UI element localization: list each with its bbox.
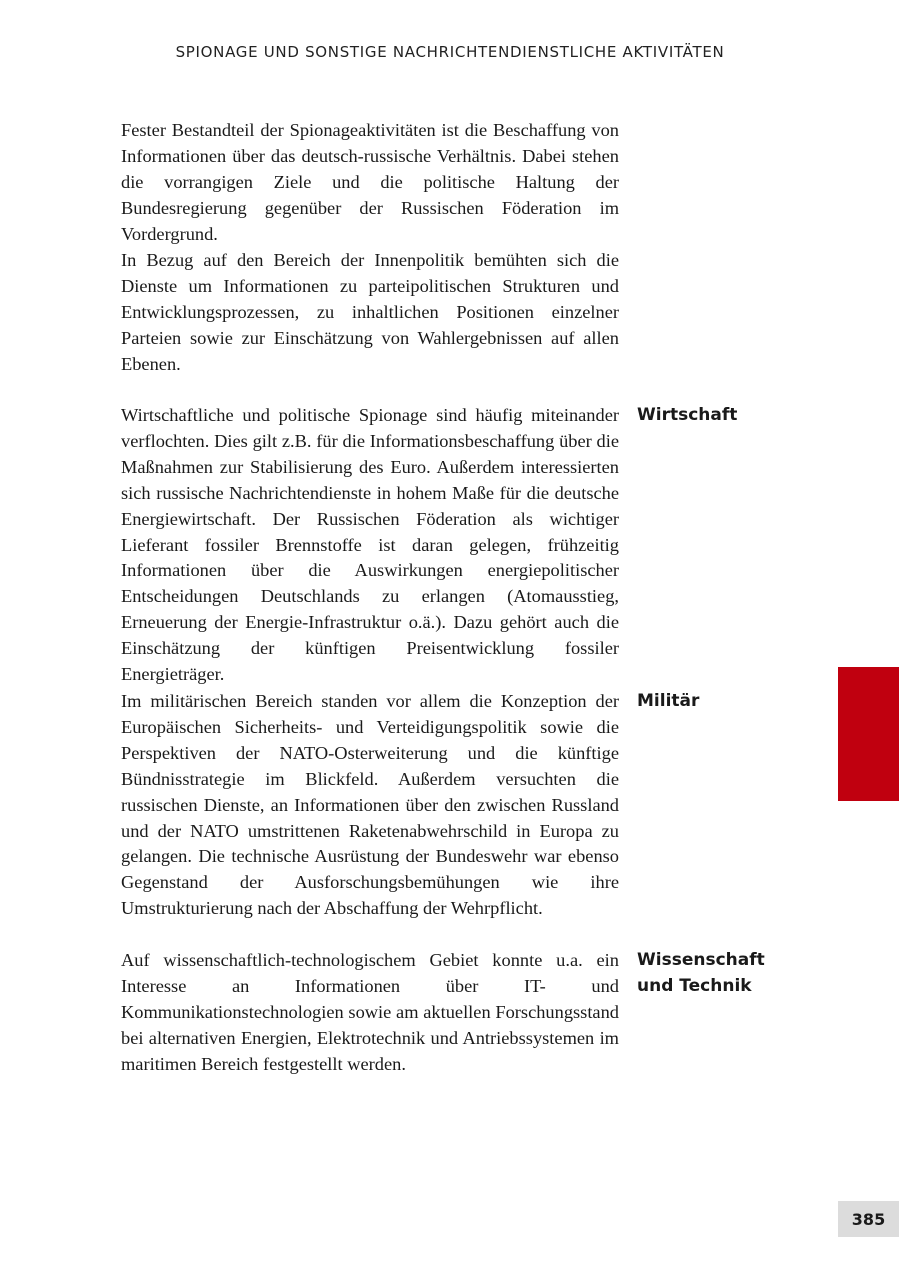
paragraph-military: Im militärischen Bereich standen vor allem die Konzeption der Europäischen Sicherheits- und Verteidigungspolitik sowie die Perspektiven der NATO-Osterweiterung und die künftige Bündnisstrategie im Blickfeld. Außerdem versuchten die russischen Dienste, an Informationen über den zwischen Russland und der NATO umstrittenen Raketenabwehrschild in Europa zu gelangen. Die technische Ausrüstung der Bundeswehr war ebenso Gegenstand der Ausforschungsbemühungen wie ihre Umstrukturierung nach der Abschaffung der Wehrpflicht. <box>121 691 619 919</box>
paragraph-science: Auf wissenschaftlich-technologischem Gebiet konnte u.a. ein Interesse an Informationen über IT- und Kommunikationstechnologien sowie am aktuellen Forschungsstand bei alternativen Energien, Elektrotechnik und Antriebssystemen im maritimen Bereich festgestellt werden. <box>121 950 619 1074</box>
running-header: SPIONAGE UND SONSTIGE NACHRICHTENDIENSTLICHE AKTIVITÄTEN <box>175 43 725 61</box>
page-number: 385 <box>838 1201 899 1237</box>
paragraph-economy: Wirtschaftliche und politische Spionage sind häufig miteinander verflochten. Dies gilt z.B. für die Informationsbeschaffung über die Maßnahmen zur Stabilisierung des Euro. Außerdem interessierten sich russische Nachrichtendienste in hohem Maße für die deutsche Energiewirtschaft. Der Russischen Föderation als wichtiger Lieferant fossiler Brennstoffe ist daran gelegen, frühzeitig Informationen über die Auswirkungen energiepolitischer Entscheidungen Deutschlands zu erlangen (Atomausstieg, Erneuerung der Energie-Infrastruktur o.ä.). Dazu gehört auch die Einschätzung der künftigen Preisentwicklung fossiler Energieträger. <box>121 405 619 685</box>
margin-note-economy: Wirtschaft <box>637 405 738 425</box>
margin-note-science: Wissenschaft und Technik <box>637 950 765 996</box>
paragraph-relations: Fester Bestandteil der Spionageaktivitäten ist die Beschaffung von Informationen über das deutsch-russische Verhältnis. Dabei stehen die vorrangigen Ziele und die politische Haltung der Bundesregierung gegenüber der Russischen Föderation im Vordergrund. <box>121 120 619 244</box>
chapter-tab-marker <box>838 667 899 801</box>
paragraph-domestic-policy: In Bezug auf den Bereich der Innenpolitik bemühten sich die Dienste um Informationen zu parteipolitischen Strukturen und Entwicklungsprozessen, zu inhaltlichen Positionen einzelner Parteien sowie zur Einschätzung von Wahlergebnissen auf allen Ebenen. <box>121 250 619 374</box>
margin-note-military: Militär <box>637 691 700 711</box>
